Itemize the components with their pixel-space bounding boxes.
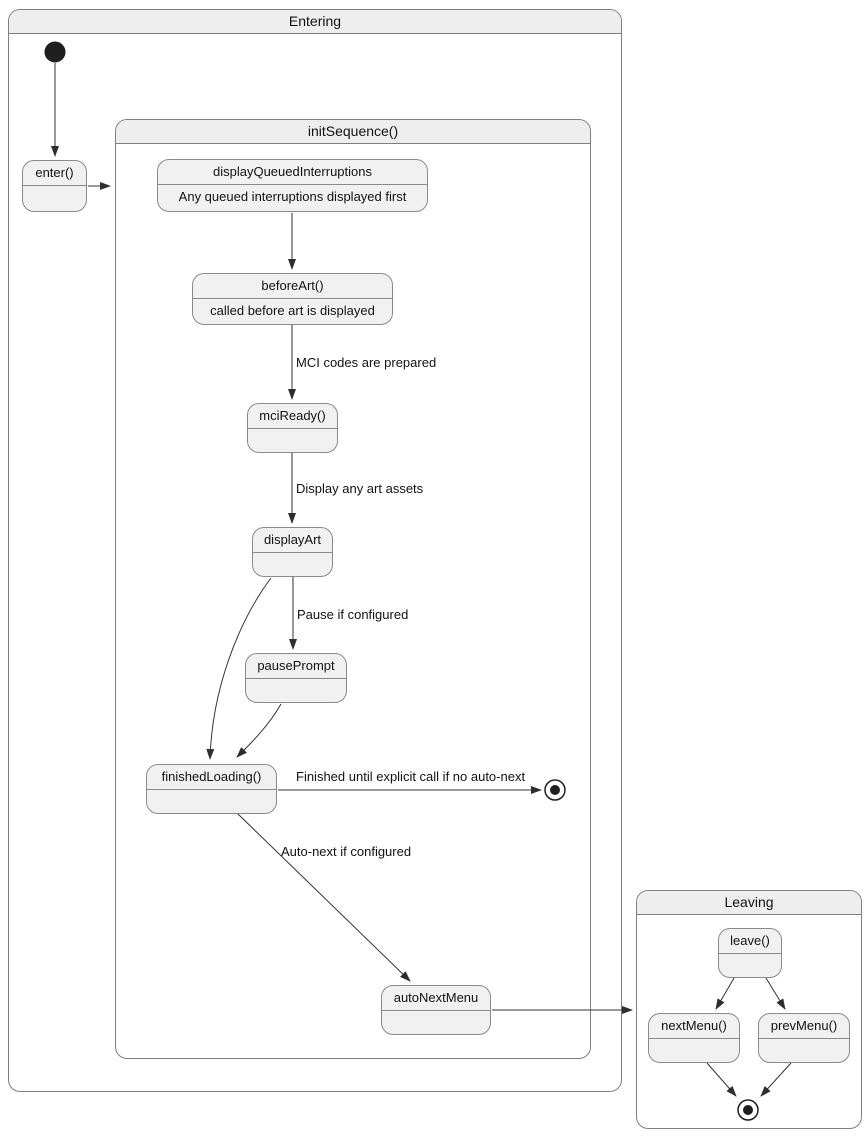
initial-state-icon (45, 42, 65, 62)
state-auto-next-menu-title: autoNextMenu (382, 986, 490, 1011)
transition-pauseprompt-to-finishedloading (237, 704, 281, 757)
state-leave-title: leave() (719, 929, 781, 954)
final-state-icon (545, 780, 565, 800)
state-enter-body (23, 186, 86, 211)
state-next-menu-title: nextMenu() (649, 1014, 739, 1039)
state-display-queued-interruptions (157, 159, 428, 212)
state-mci-ready (247, 403, 338, 453)
edge-label-display-art-assets: Display any art assets (296, 481, 424, 496)
state-finished-loading-title: finishedLoading() (147, 765, 276, 790)
edge-label-auto-next-configured: Auto-next if configured (281, 844, 412, 859)
edge-label-finished-no-autonext: Finished until explicit call if no auto-next (296, 769, 526, 784)
state-enter-title: enter() (23, 161, 86, 186)
state-pause-prompt (245, 653, 347, 703)
composite-state-init-sequence-title: initSequence() (116, 120, 590, 144)
state-auto-next-menu (381, 985, 491, 1035)
state-auto-next-menu-body (382, 1011, 490, 1034)
state-next-menu-body (649, 1039, 739, 1062)
state-mci-ready-title: mciReady() (248, 404, 337, 429)
transition-leave-to-nextmenu (716, 978, 734, 1009)
state-before-art-title: beforeArt() (193, 274, 392, 299)
final-state-leaving-icon (738, 1100, 758, 1120)
composite-state-leaving-title: Leaving (637, 891, 861, 915)
state-next-menu (648, 1013, 740, 1063)
state-mci-ready-body (248, 429, 337, 452)
transition-leave-to-prevmenu (766, 978, 785, 1009)
state-display-art-title: displayArt (253, 528, 332, 553)
transition-nextmenu-to-final (707, 1063, 736, 1096)
composite-state-entering-title: Entering (9, 10, 621, 34)
edge-label-mci-codes: MCI codes are prepared (296, 355, 437, 370)
state-before-art-body: called before art is displayed (210, 303, 375, 318)
state-display-art-body (253, 553, 332, 576)
state-display-art (252, 527, 333, 577)
state-pause-prompt-title: pausePrompt (246, 654, 346, 679)
state-before-art (192, 273, 393, 325)
state-finished-loading (146, 764, 277, 814)
state-leave-body (719, 954, 781, 977)
state-enter (22, 160, 87, 212)
transition-finishedloading-to-autonextmenu (238, 814, 410, 981)
state-display-queued-interruptions-title: displayQueuedInterruptions (158, 160, 427, 185)
state-pause-prompt-body (246, 679, 346, 702)
edge-label-pause-if-configured: Pause if configured (297, 607, 409, 622)
state-prev-menu-body (759, 1039, 849, 1062)
state-finished-loading-body (147, 790, 276, 813)
transition-prevmenu-to-final (761, 1063, 791, 1096)
state-display-queued-interruptions-body: Any queued interruptions displayed first (178, 189, 407, 204)
state-leave (718, 928, 782, 978)
state-prev-menu-title: prevMenu() (759, 1014, 849, 1039)
state-prev-menu (758, 1013, 850, 1063)
